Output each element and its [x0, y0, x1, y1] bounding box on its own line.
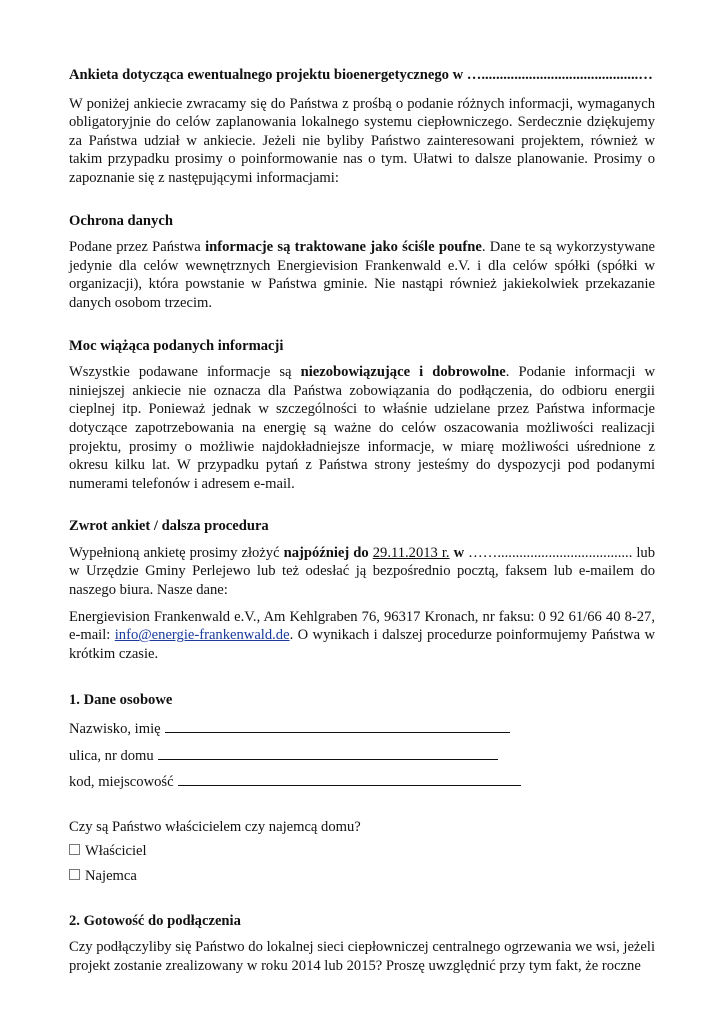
- name-field-label: Nazwisko, imię: [69, 721, 161, 738]
- option-owner[interactable]: [69, 842, 655, 861]
- option-tenant[interactable]: [69, 867, 655, 886]
- return-deadline-label: najpóźniej do: [283, 544, 369, 561]
- personal-data-fields: [69, 718, 655, 792]
- return-place-label: w: [453, 544, 465, 561]
- street-field[interactable]: [69, 745, 655, 766]
- return-deadline-date: 29.11.2013 r.: [372, 544, 450, 561]
- privacy-bold-text: informacje są traktowane jako ściśle poufne: [205, 239, 482, 256]
- address-paragraph: [69, 608, 655, 664]
- checkbox-icon[interactable]: [69, 869, 80, 880]
- email-link[interactable]: info@energie-frankenwald.de: [114, 627, 290, 644]
- street-field-line[interactable]: [158, 745, 498, 760]
- binding-text-start: Wszystkie podawane informacje są: [69, 364, 301, 381]
- intro-paragraph: W poniżej ankiecie zwracamy się do Państwa z prośbą o podanie różnych informacji, wymaganych obligatoryjnie do celów zaplanowania lokalnego systemu ciepłowniczego. Serdecznie dziękujemy za Państwa udział w ankiecie. Jeżeli nie byliby Państwo zainteresowani projektem, również w takim przypadku prosimy o poinformowanie nas o tym. Ułatwi to dalsze planowanie. Prosimy o zapoznanie się z następującymi informacjami:: [69, 95, 655, 186]
- city-field-line[interactable]: [178, 771, 521, 786]
- ownership-question: Czy są Państwo właścicielem czy najemcą domu?: [69, 818, 361, 835]
- binding-heading: Moc wiążąca podanych informacji: [69, 337, 284, 354]
- personal-data-heading: 1. Dane osobowe: [69, 692, 173, 709]
- binding-text-end: . Podanie informacji w niniejszej ankiecie nie oznacza dla Państwa zobowiązania do podłączenia, do odbioru energii cieplnej itp. Ponieważ jednak w szczególności to właśnie udzielane przez Państwa informacje dotyczące zapotrzebowania na energię są ważne do celów oszacowania możliwości realizacji projektu, prosimy o możliwie najdokładniejsze informacje, w miarę możliwości uśrednione z okresu kilku lat. W przypadku pytań z Państwa strony jesteśmy do dyspozycji pod podanymi numerami telefonów i adresem e-mail.: [69, 364, 655, 492]
- privacy-text-start: Podane przez Państwa: [69, 239, 206, 256]
- address-closing: . O wynikach i dalszej procedurze poinformujemy Państwa w krótkim czasie.: [69, 627, 655, 662]
- name-field-line[interactable]: [165, 718, 510, 733]
- return-paragraph: [69, 544, 655, 600]
- binding-paragraph: [69, 363, 655, 493]
- option-tenant-label: Najemca: [85, 868, 137, 884]
- return-text-start: Wypełnioną ankietę prosimy złożyć: [69, 544, 284, 561]
- privacy-heading: Ochrona danych: [69, 212, 173, 229]
- city-field-label: kod, miejscowość: [69, 774, 174, 791]
- checkbox-icon[interactable]: [69, 844, 80, 855]
- privacy-text-end: . Dane te są wykorzystywane jedynie dla celów wewnętrznych Energievision Frankenwald e.V. i dla celów spółki (spółki w organizacji), która powstanie w Państwa gminie. Nie nastąpi również jakiekolwiek przekazanie danych osobom trzecim.: [69, 239, 656, 311]
- readiness-heading: 2. Gotowość do podłączenia: [69, 912, 241, 929]
- readiness-paragraph: Czy podłączyliby się Państwo do lokalnej sieci ciepłowniczej centralnego ogrzewania we wsi, jeżeli projekt zostanie zrealizowany w roku 2014 lub 2015? Proszę uwzględnić przy tym fakt, że roczne: [69, 939, 655, 974]
- option-owner-label: Właściciel: [85, 843, 147, 860]
- name-field[interactable]: [69, 718, 655, 739]
- street-field-label: ulica, nr domu: [69, 747, 154, 764]
- address-text: Energievision Frankenwald e.V., Am Kehlgraben 76, 96317 Kronach, nr faksu: 0 92 61/66 40 8-27, e-mail:: [69, 608, 655, 644]
- city-field[interactable]: [69, 771, 655, 792]
- document-title: Ankieta dotycząca ewentualnego projektu bioenergetycznego w …...........................................…: [69, 67, 653, 83]
- binding-bold-text: niezobowiązujące i dobrowolne: [300, 364, 506, 381]
- return-text-end: ……..................................... lub w Urzędzie Gminy Perlejewo lub też odesłać ją bezpośrednio pocztą, faksem lub e-mailem do naszego biura. Nasze dane:: [69, 544, 656, 599]
- privacy-paragraph: [69, 238, 655, 312]
- return-heading: Zwrot ankiet / dalsza procedura: [69, 518, 269, 535]
